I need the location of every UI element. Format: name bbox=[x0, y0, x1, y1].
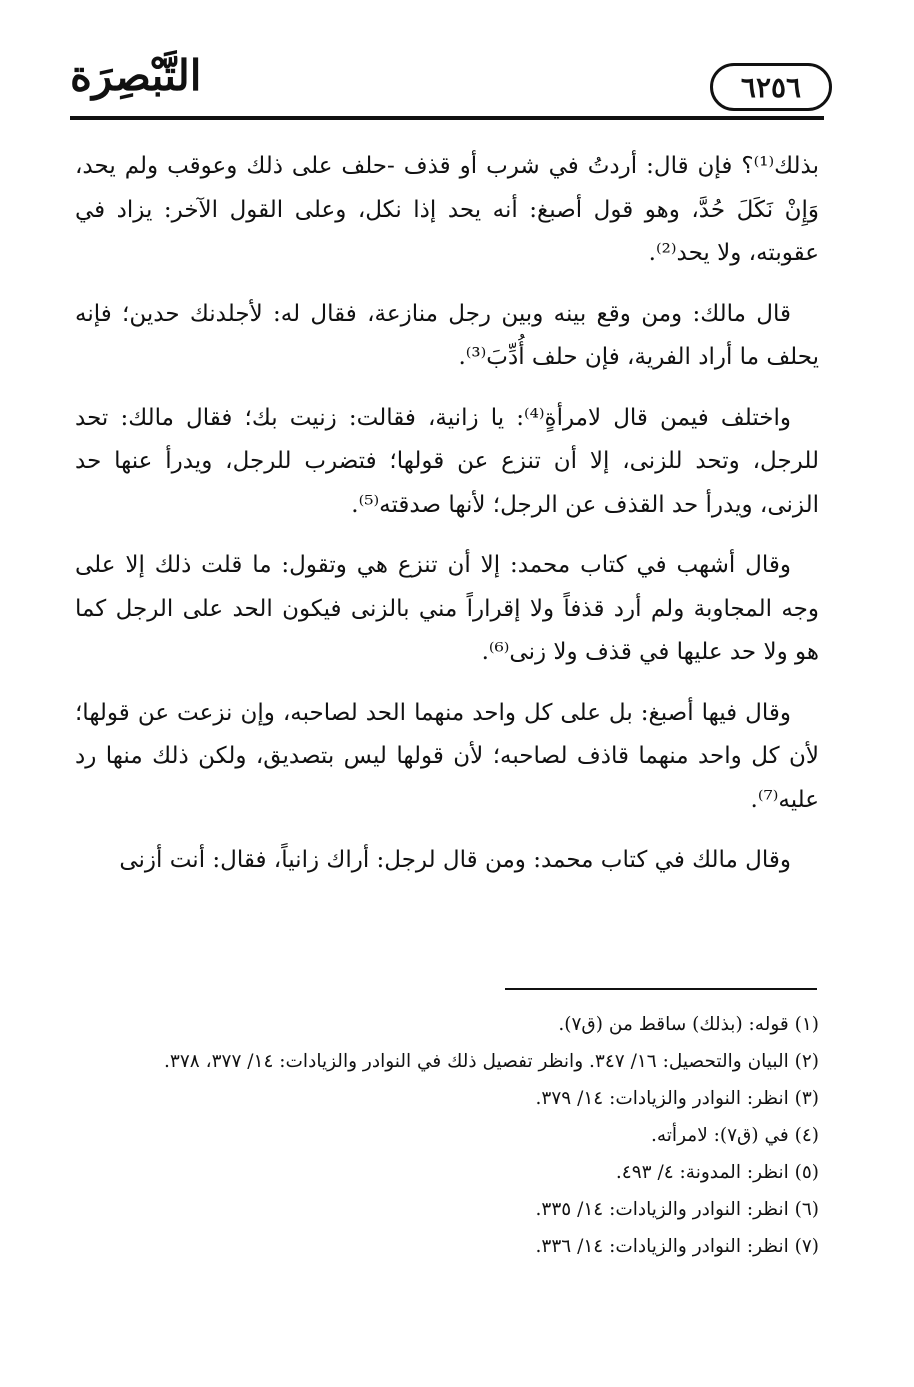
page-number: ٦٢٥٦ bbox=[740, 70, 802, 104]
footnote-5: (٥) انظر: المدونة: ٤/ ٤٩٣. bbox=[615, 1162, 819, 1183]
footnotes bbox=[75, 1006, 819, 1265]
page-header bbox=[70, 45, 824, 123]
footnote-7: (٧) انظر: النوادر والزيادات: ١٤/ ٣٣٦. bbox=[535, 1236, 819, 1257]
header-rule bbox=[70, 116, 824, 120]
page-number-frame bbox=[710, 63, 832, 111]
running-title: التَّبْصِرَة bbox=[70, 51, 202, 100]
footnote-4: (٤) في (ق٧): لامرأته. bbox=[650, 1125, 819, 1146]
main-text bbox=[75, 145, 819, 883]
footnote-6: (٦) انظر: النوادر والزيادات: ١٤/ ٣٣٥. bbox=[535, 1199, 819, 1220]
footnote-1: (١) قوله: (بذلك) ساقط من (ق٧). bbox=[558, 1014, 819, 1035]
footnote-3: (٣) انظر: النوادر والزيادات: ١٤/ ٣٧٩. bbox=[535, 1088, 819, 1109]
paragraph-2: قال مالك: ومن وقع بينه وبين رجل منازعة، فقال له: لأجلدنك حدين؛ فإنه يحلف ما أراد الفرية، فإن حلف أُدِّبَ⁽³⁾. bbox=[75, 300, 819, 370]
paragraph-3: واختلف فيمن قال لامرأةٍ⁽⁴⁾: يا زانية، فقالت: زنيت بك؛ فقال مالك: تحد للرجل، وتحد للزنى، إلا أن تنزع عن قولها؛ فتضرب للرجل، ويدرأ عنها حد الزنى، ويدرأ حد القذف عن الرجل؛ لأنها صدقته⁽⁵⁾. bbox=[75, 404, 819, 518]
paragraph-5: وقال فيها أصبغ: بل على كل واحد منهما الحد لصاحبه، وإن نزعت عن قولها؛ لأن كل واحد منهما قاذف لصاحبه؛ لأن قولها ليس بتصديق، ولكن ذلك منها رد عليه⁽⁷⁾. bbox=[75, 699, 819, 813]
footnote-2: (٢) البيان والتحصيل: ١٦/ ٣٤٧. وانظر تفصيل ذلك في النوادر والزيادات: ١٤/ ٣٧٧، ٣٧٨. bbox=[164, 1051, 819, 1072]
paragraph-1: بذلك⁽¹⁾؟ فإن قال: أردتُ في شرب أو قذف -حلف على ذلك وعوقب ولم يحد، وَإِنْ نَكَلَ حُدَّ، وهو قول أصبغ: أنه يحد إذا نكل، وعلى القول الآخر: يزاد في عقوبته، ولا يحد⁽²⁾. bbox=[75, 153, 819, 266]
footnote-separator bbox=[505, 988, 817, 990]
paragraph-4: وقال أشهب في كتاب محمد: إلا أن تنزع هي وتقول: ما قلت ذلك إلا على وجه المجاوبة ولم أرد قذفاً ولا إقراراً مني بالزنى فيكون الحد على الرجل كما هو ولا حد عليها في قذف ولا زنى⁽⁶⁾. bbox=[75, 552, 819, 665]
paragraph-6: وقال مالك في كتاب محمد: ومن قال لرجل: أراك زانياً، فقال: أنت أزنى bbox=[119, 847, 791, 873]
